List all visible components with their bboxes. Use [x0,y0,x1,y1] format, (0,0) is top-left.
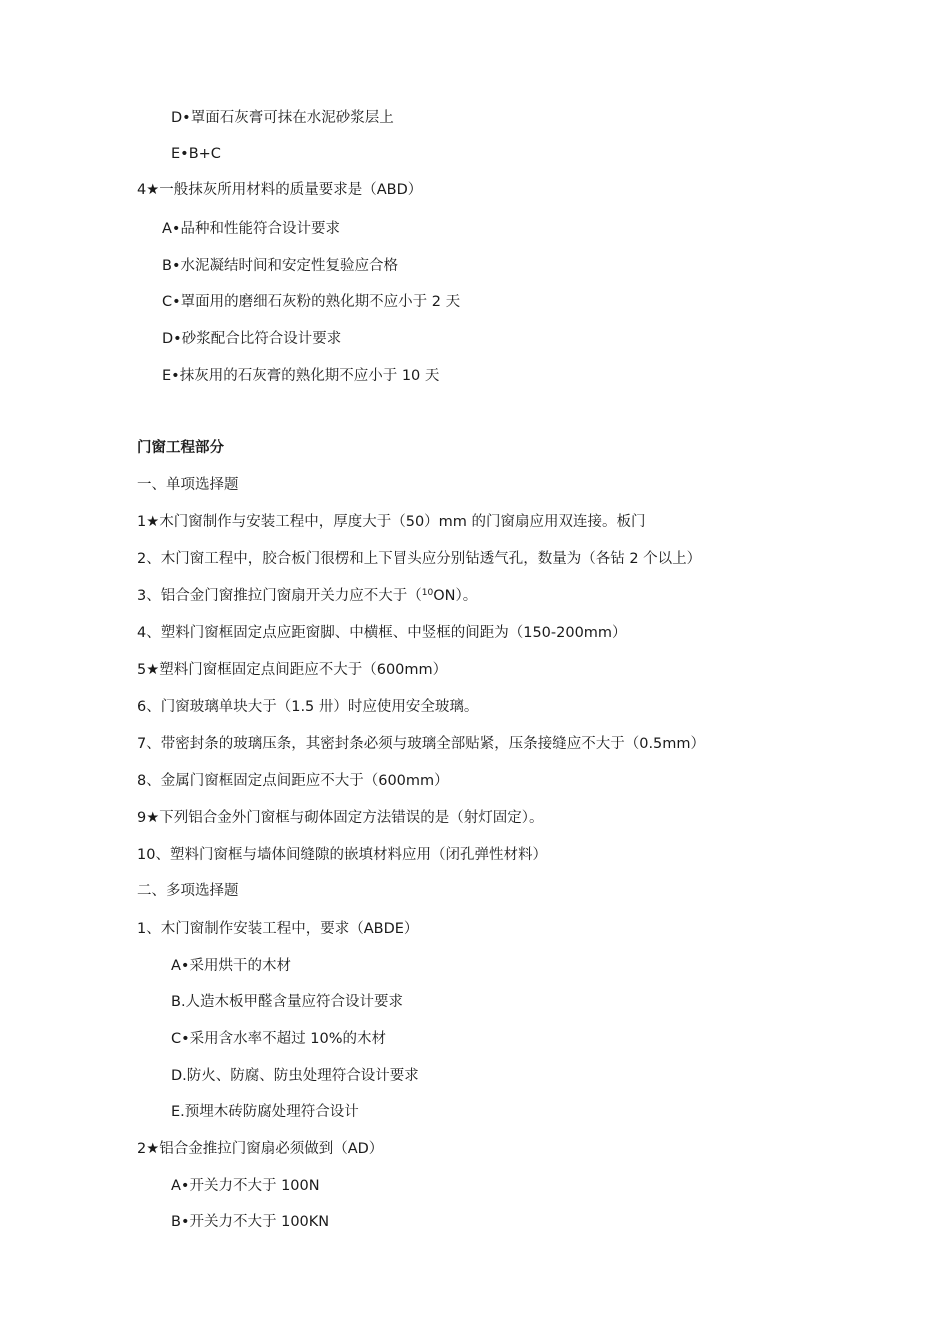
single-question-7: 7、带密封条的玻璃压条，其密封条必须与玻璃全部贴紧，压条接缝应不大于（0.5mm） [137,736,706,752]
plaster-q4-option-a: A•品种和性能符合设计要求 [162,221,340,237]
plaster-q4-option-d: D•砂浆配合比符合设计要求 [162,331,342,347]
single-question-2: 2、木门窗工程中，胶合板门很楞和上下冒头应分别钻透气孔，数量为（各钻 2 个以上） [137,551,702,567]
q3-suffix: ON）。 [433,588,478,604]
multi-question-2: 2★铝合金推拉门窗扇必须做到（AD） [137,1141,384,1157]
plaster-question-4: 4★一般抹灰所用材料的质量要求是（ABD） [137,182,423,198]
single-question-1: 1★木门窗制作与安装工程中，厚度大于（50）mm 的门窗扇应用双连接。板门 [137,514,646,530]
single-question-6: 6、门窗玻璃单块大于（1.5 卅）时应使用安全玻璃。 [137,699,479,715]
multi-q2-option-a: A•开关力不大于 100N [171,1178,320,1194]
single-question-8: 8、金属门窗框固定点间距应不大于（600mm） [137,773,449,789]
option-e-text: E•B+C [171,146,221,162]
plaster-q4-option-e: E•抹灰用的石灰膏的熟化期不应小于 10 天 [162,368,440,384]
q3-prefix: 3、铝合金门窗推拉门窗扇开关力应不大于（ [137,588,422,604]
single-question-10: 10、塑料门窗框与墙体间缝隙的嵌填材料应用（闭孔弹性材料） [137,847,547,863]
single-question-5: 5★塑料门窗框固定点间距应不大于（600mm） [137,662,448,678]
multi-q1-option-b: B.人造木板甲醛含量应符合设计要求 [171,994,404,1010]
single-choice-heading: 一、单项选择题 [137,477,239,493]
single-question-4: 4、塑料门窗框固定点应距窗脚、中横框、中竖框的间距为（150-200mm） [137,625,627,641]
multi-q1-option-a: A•采用烘干的木材 [171,958,291,974]
q3-superscript: 10 [421,588,434,598]
multi-q2-option-b: B•开关力不大于 100KN [171,1214,330,1230]
single-question-9: 9★下列铝合金外门窗框与砌体固定方法错误的是（射灯固定）。 [137,810,544,826]
multi-question-1: 1、木门窗制作安装工程中，要求（ABDE） [137,921,419,937]
single-question-3 [137,586,477,606]
plaster-q4-option-c: C•罩面用的磨细石灰粉的熟化期不应小于 2 天 [162,294,461,310]
section-title: 门窗工程部分 [137,440,224,456]
multi-choice-heading: 二、多项选择题 [137,883,239,899]
multi-q1-option-c: C•采用含水率不超过 10%的木材 [171,1031,387,1047]
multi-q1-option-d: D.防火、防腐、防虫处理符合设计要求 [171,1068,419,1084]
multi-q1-option-e: E.预埋木砖防腐处理符合设计 [171,1104,359,1120]
option-d-text: D•罩面石灰膏可抹在水泥砂浆层上 [171,110,394,126]
plaster-q4-option-b: B•水泥凝结时间和安定性复验应合格 [162,258,398,274]
